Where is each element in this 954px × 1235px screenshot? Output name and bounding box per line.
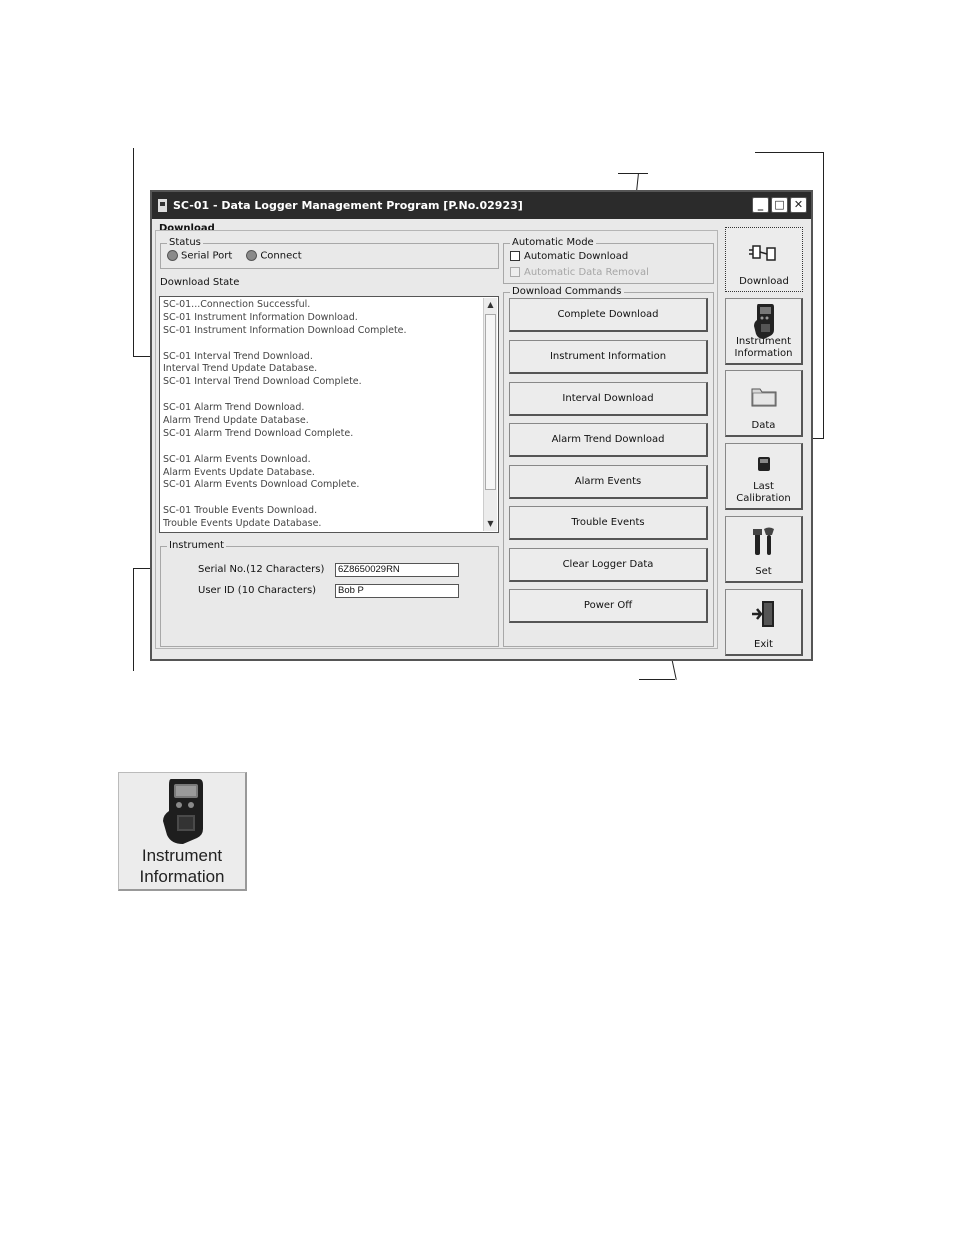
log-line: SC-01 Interval Trend Download. (163, 350, 313, 362)
sidebar-instrument-information-button[interactable] (725, 298, 803, 365)
automatic-download-checkbox[interactable] (510, 251, 520, 261)
sidebar-set-label: Set (755, 566, 772, 577)
enlarged-instrument-information-button (118, 772, 247, 891)
download-heading: Download (159, 223, 215, 234)
connect-led-icon (246, 250, 257, 261)
callout-line-bottom-center-horizontal (639, 679, 675, 680)
log-line (163, 389, 482, 402)
scroll-down-icon[interactable]: ▼ (487, 519, 494, 528)
download-cables-icon (749, 242, 779, 264)
callout-line-left-bottom-vertical (133, 568, 134, 671)
log-line: Alarm Trend Update Database. (163, 415, 309, 427)
sidebar-instrument-label-2: Information (734, 348, 793, 359)
sidebar-last-calibration-button[interactable] (725, 443, 803, 510)
title-bar[interactable] (152, 192, 811, 219)
log-line: SC-01 Alarm Trend Download. (163, 402, 305, 414)
sidebar-download-label: Download (739, 276, 789, 287)
connect-indicator: Connect (246, 250, 301, 262)
log-line: SC-01 Alarm Events Download Complete. (163, 479, 360, 491)
clear-logger-data-button[interactable]: Clear Logger Data (509, 548, 708, 582)
instrument-title: Instrument (169, 540, 225, 551)
tools-icon (751, 527, 777, 557)
maximize-button[interactable]: □ (771, 197, 788, 213)
minimize-button[interactable]: _ (752, 197, 769, 213)
sidebar-calibration-label: Calibration (736, 493, 791, 504)
callout-line-right-vertical (823, 152, 824, 439)
log-line: SC-01...Connection Successful. (163, 299, 311, 310)
log-line (163, 441, 482, 454)
instrument-information-button[interactable]: Instrument Information (509, 340, 708, 374)
alarm-events-button[interactable]: Alarm Events (509, 465, 708, 499)
log-line (163, 338, 482, 351)
log-line: Alarm Events Update Database. (163, 466, 315, 478)
trouble-events-button[interactable]: Trouble Events (509, 506, 708, 540)
close-button[interactable]: ✕ (790, 197, 807, 213)
serial-number-field[interactable]: 6Z8650029RN (335, 563, 459, 577)
app-icon (158, 199, 167, 212)
automatic-download-option[interactable]: Automatic Download (510, 251, 628, 262)
interval-download-button[interactable]: Interval Download (509, 382, 708, 416)
status-title: Status (169, 237, 201, 248)
enlarged-label-line-2: Information (139, 867, 225, 886)
user-id-field[interactable]: Bob P (335, 584, 459, 598)
log-line: SC-01 Instrument Information Download Complete. (163, 324, 407, 336)
automatic-data-removal-checkbox (510, 267, 520, 277)
serial-port-indicator: Serial Port (167, 250, 232, 262)
log-line: SC-01 Alarm Events Download. (163, 453, 311, 465)
sidebar-exit-label: Exit (754, 639, 773, 650)
callout-line-right-top-horizontal (755, 152, 824, 153)
gas-detector-large-icon (159, 777, 207, 845)
calibration-device-icon (757, 456, 771, 472)
sidebar-instrument-label-1: Instrument (735, 336, 792, 347)
sidebar-download-button[interactable] (725, 227, 803, 292)
log-line: SC-01 Instrument Information Download. (163, 311, 358, 323)
serial-port-led-icon (167, 250, 178, 261)
enlarged-label-line-1: Instrument (141, 846, 223, 865)
alarm-trend-download-button[interactable]: Alarm Trend Download (509, 423, 708, 457)
callout-line-top-center-horizontal (618, 173, 648, 174)
callout-line-left-top-vertical (133, 148, 134, 357)
gas-detector-icon (752, 302, 776, 340)
download-state-label: Download State (160, 277, 240, 288)
folder-icon (750, 384, 778, 408)
sidebar-data-button[interactable] (725, 370, 803, 437)
serial-number-label: Serial No.(12 Characters) (198, 564, 325, 575)
complete-download-button[interactable]: Complete Download (509, 298, 708, 332)
sidebar-set-button[interactable] (725, 516, 803, 583)
log-scrollbar[interactable] (483, 298, 497, 531)
log-line (163, 492, 482, 505)
user-id-label: User ID (10 Characters) (198, 585, 317, 596)
window-title: SC-01 - Data Logger Management Program [P.No.02923] (173, 199, 523, 212)
log-line: SC-01 Interval Trend Download Complete. (163, 376, 362, 388)
scroll-up-icon[interactable]: ▲ (487, 300, 494, 309)
automatic-mode-title: Automatic Mode (512, 237, 594, 248)
scroll-thumb[interactable] (485, 314, 496, 490)
download-commands-title: Download Commands (512, 286, 622, 297)
automatic-data-removal-option: Automatic Data Removal (510, 267, 649, 278)
exit-door-icon (750, 599, 778, 629)
sidebar-last-label: Last (753, 481, 774, 492)
log-line: Trouble Events Update Database. (163, 518, 322, 530)
log-line: SC-01 Alarm Trend Download Complete. (163, 427, 354, 439)
power-off-button[interactable]: Power Off (509, 589, 708, 623)
sidebar-exit-button[interactable] (725, 589, 803, 656)
status-group (160, 237, 499, 269)
log-line: Interval Trend Update Database. (163, 363, 318, 375)
log-line: SC-01 Trouble Events Download. (163, 505, 318, 517)
sidebar-data-label: Data (751, 420, 776, 431)
download-state-log[interactable] (159, 296, 499, 533)
log-lines (163, 299, 482, 531)
